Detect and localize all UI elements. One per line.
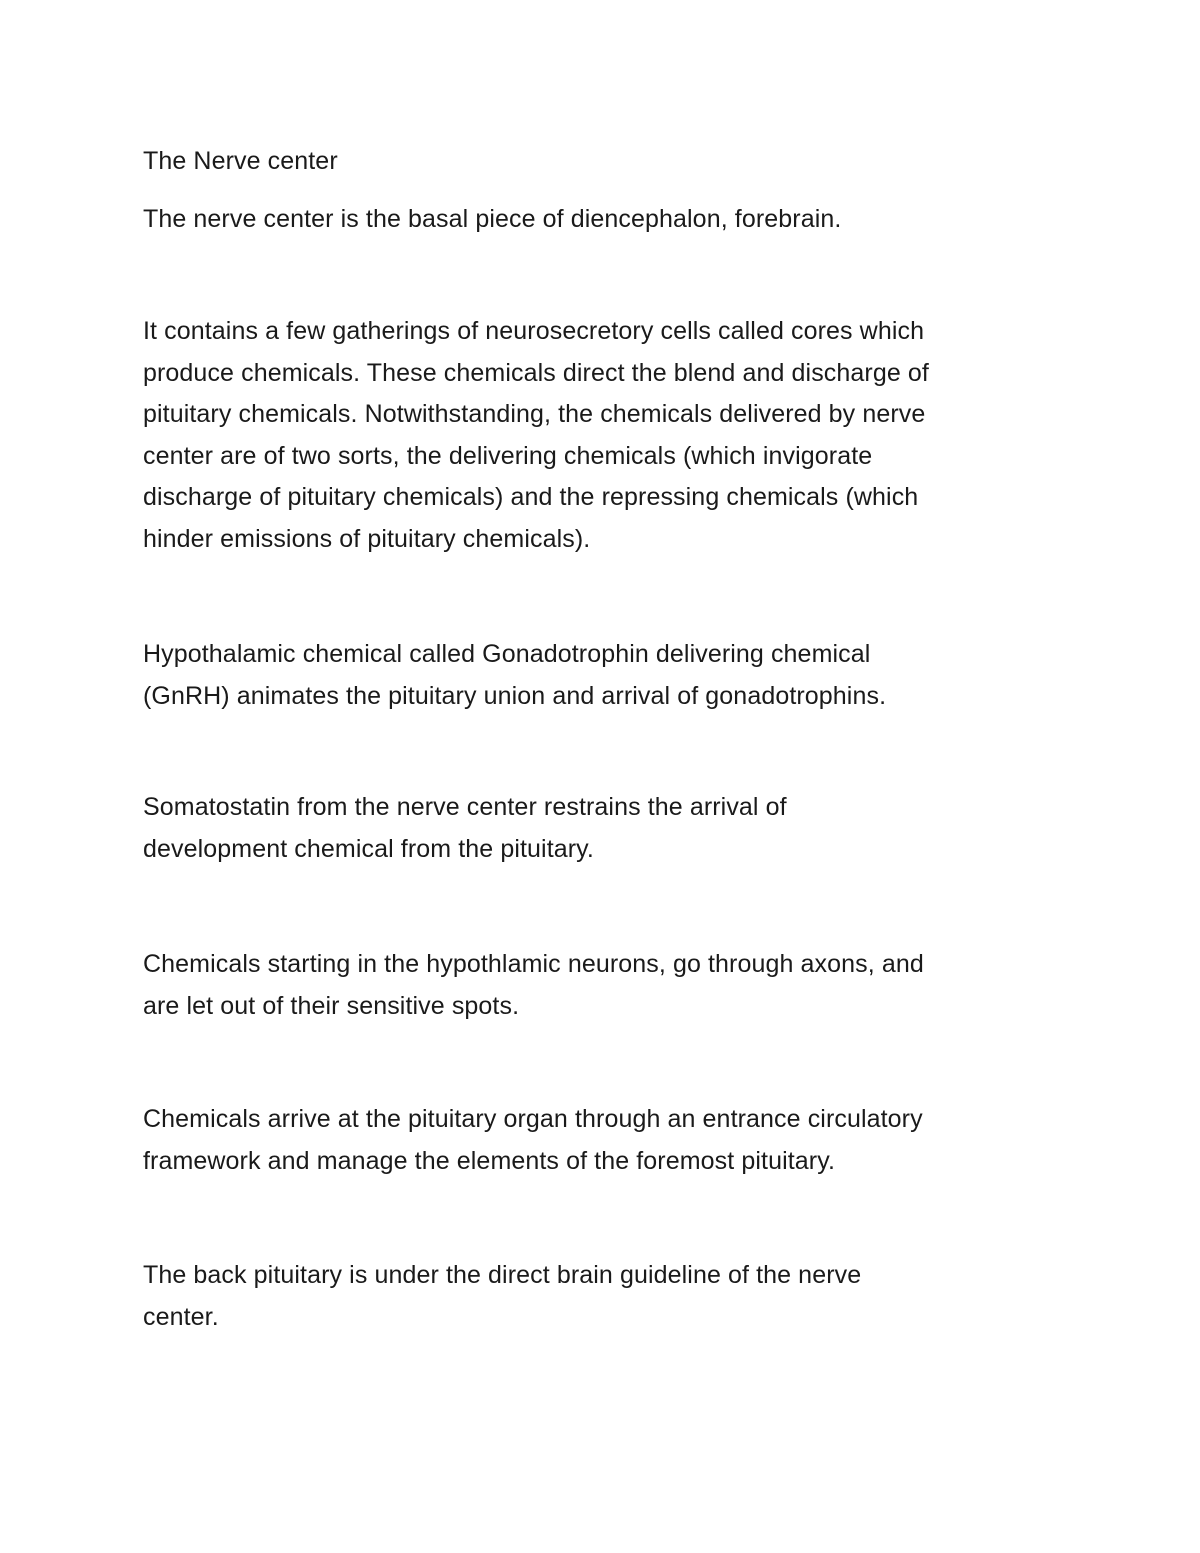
text-line: produce chemicals. These chemicals direct the blend and discharge of [143, 358, 929, 387]
text-line: framework and manage the elements of the foremost pituitary. [143, 1146, 835, 1175]
text-line: pituitary chemicals. Notwithstanding, the chemicals delivered by nerve [143, 400, 926, 428]
paragraph-3 [143, 634, 1063, 717]
text-line: Somatostatin from the nerve center restrains the arrival of [143, 793, 787, 821]
paragraph-7 [143, 1255, 1063, 1338]
paragraph-4 [143, 787, 1063, 870]
paragraph-5 [143, 944, 1063, 1027]
paragraph-2 [143, 311, 1063, 560]
paragraph-1 [143, 199, 1063, 241]
text-line: The nerve center is the basal piece of diencephalon, forebrain. [143, 205, 842, 233]
text-line: It contains a few gatherings of neurosecretory cells called cores which [143, 317, 925, 345]
text-line: hinder emissions of pituitary chemicals). [143, 524, 591, 553]
text-line: development chemical from the pituitary. [143, 834, 594, 863]
document-title [143, 141, 1063, 183]
text-line: center. [143, 1302, 219, 1331]
title-line: The Nerve center [143, 147, 338, 175]
text-line: center are of two sorts, the delivering chemicals (which invigorate [143, 441, 873, 470]
text-line: are let out of their sensitive spots. [143, 991, 520, 1020]
text-line: Chemicals starting in the hypothlamic neurons, go through axons, and [143, 950, 924, 978]
text-line: discharge of pituitary chemicals) and the repressing chemicals (which [143, 483, 919, 511]
text-line: Hypothalamic chemical called Gonadotrophin delivering chemical [143, 640, 871, 668]
text-line: (GnRH) animates the pituitary union and arrival of gonadotrophins. [143, 681, 887, 710]
paragraph-6 [143, 1099, 1063, 1182]
text-line: Chemicals arrive at the pituitary organ through an entrance circulatory [143, 1105, 923, 1133]
text-line: The back pituitary is under the direct brain guideline of the nerve [143, 1261, 862, 1289]
